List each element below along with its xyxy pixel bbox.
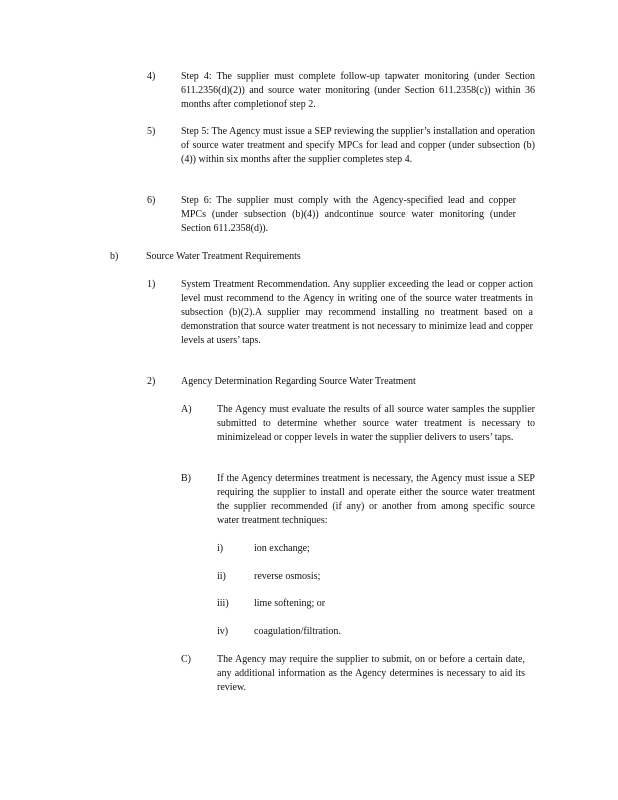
item-label: 4)	[147, 71, 156, 82]
list-item-text: reverse osmosis;	[254, 571, 321, 582]
list-item-text: ion exchange;	[254, 543, 310, 554]
item-label: 6)	[147, 195, 156, 206]
item-text: Step 5: The Agency must issue a SEP reviewing the supplier’s installation and operation of source water treatment and specify MPCs for lead and copper (under subsection (b)(4)) within six months after the supplier completes step 4.	[181, 126, 535, 165]
section-heading: Source Water Treatment Requirements	[146, 251, 301, 262]
list-item-text: coagulation/filtration.	[254, 626, 341, 637]
subitem-label: A)	[181, 404, 192, 415]
item-label: 2)	[147, 376, 156, 387]
list-item-label: iv)	[217, 626, 229, 637]
item-label: 5)	[147, 126, 156, 137]
subitem-text: The Agency may require the supplier to submit, on or before a certain date, any additional information as the Agency determines is necessary to aid its review.	[217, 654, 525, 693]
item-text: System Treatment Recommendation. Any supplier exceeding the lead or copper action level must recommend to the Agency in writing one of the source water treatments in subsection (b)(2).A supplier may recommend installing no treatment based on a demonstration that source water treatment is not necessary to minimize lead and copper levels at users’ taps.	[181, 279, 533, 346]
subitem-text: The Agency must evaluate the results of all source water samples the supplier submitted to determine whether source water treatment is necessary to minimizelead or copper levels in water the supplier delivers to users’ taps.	[217, 404, 535, 443]
list-item-label: iii)	[217, 598, 229, 609]
list-item-text: lime softening; or	[254, 598, 326, 609]
item-label: 1)	[147, 279, 156, 290]
item-text: Agency Determination Regarding Source Water Treatment	[181, 376, 416, 387]
subitem-text: If the Agency determines treatment is necessary, the Agency must issue a SEP requiring the supplier to install and operate either the source water treatment the supplier recommended (if any) or another from among specific source water treatment techniques:	[217, 473, 535, 526]
list-item-label: ii)	[217, 571, 226, 582]
item-text: Step 4: The supplier must complete follow-up tapwater monitoring (under Section 611.2356(d)(2)) and source water monitoring (under Section 611.2358(c)) within 36 months after completionof step 2.	[181, 71, 535, 110]
section-label: b)	[110, 251, 119, 262]
list-item-label: i)	[217, 543, 224, 554]
subitem-label: C)	[181, 654, 191, 665]
subitem-label: B)	[181, 473, 191, 484]
item-text: Step 6: The supplier must comply with the Agency-specified lead and copper MPCs (under subsection (b)(4)) andcontinue source water monitoring (under Section 611.2358(d)).	[181, 195, 516, 234]
